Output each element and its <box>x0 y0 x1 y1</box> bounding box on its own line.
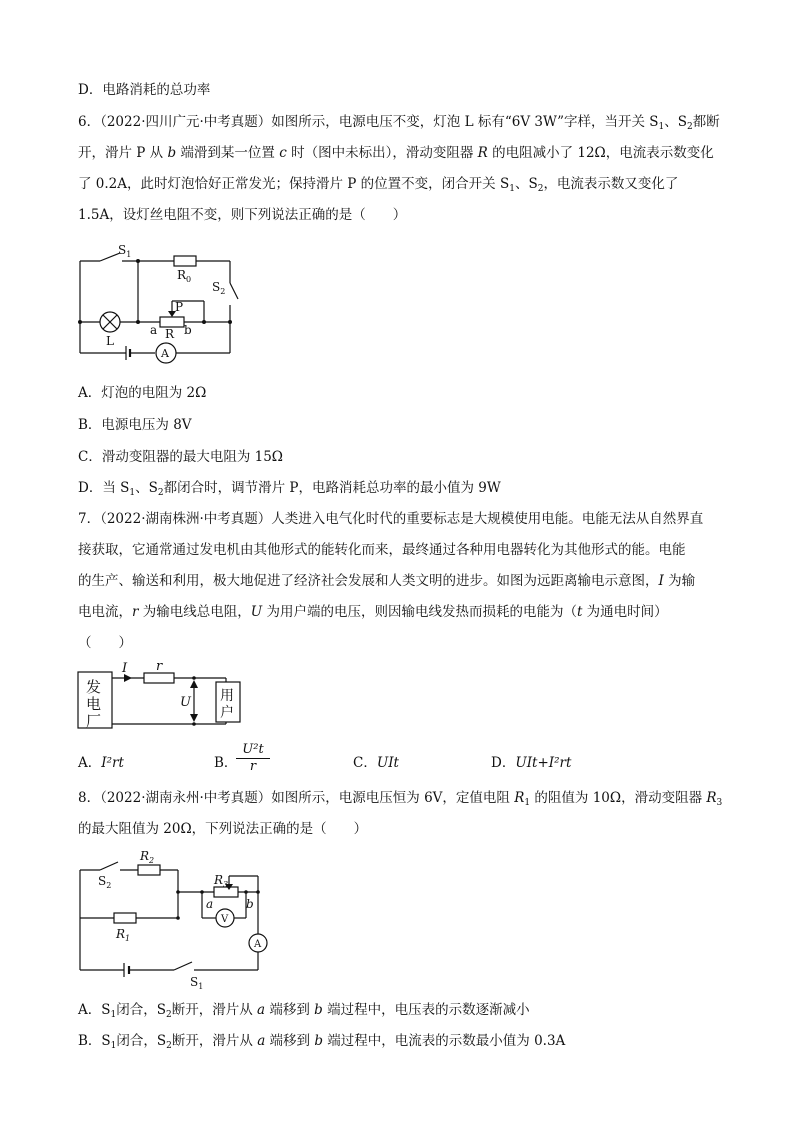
q7-stem-line-5: （ ） <box>78 635 132 651</box>
a-label: a <box>150 323 158 337</box>
q6-stem-line-4: 1.5A，设灯丝电阻不变，则下列说法正确的是（ ） <box>78 207 407 223</box>
q6-option-a: A．灯泡的电阻为 2Ω <box>78 385 207 401</box>
b-label: b <box>184 323 192 337</box>
q8-stem-line-2: 的最大阻值为 20Ω，下列说法正确的是（ ） <box>78 821 368 837</box>
q7-transmission-diagram <box>76 660 251 730</box>
s2-label: $S_2$ <box>98 874 112 890</box>
q6-option-c: C．滑动变阻器的最大电阻为 15Ω <box>78 449 283 465</box>
q6-circuit-diagram <box>70 235 245 365</box>
q8-option-a: A．$S_1$闭合，$S_2$断开，滑片从 a 端移到 b 端过程中，电压表的示数逐渐减小 <box>78 1002 530 1020</box>
r2-label: $R_2$ <box>140 849 155 865</box>
a-label: a <box>206 897 214 911</box>
q6-stem-line-3: 了 0.2A，此时灯泡恰好正常发光；保持滑片 P 的位置不变，闭合开关 $S_1$、$S_2$，电流表示数又变化了 <box>78 176 679 194</box>
user-char-1: 用 <box>220 688 234 704</box>
q5-option-d: D．电路消耗的总功率 <box>78 82 211 98</box>
r1-label: $R_1$ <box>116 927 131 943</box>
q7-option-d: D．UIt+I²rt <box>491 755 572 771</box>
s1-label: $S_1$ <box>190 975 204 991</box>
q7-option-a: A．I²rt <box>78 755 124 771</box>
ammeter-label: A <box>254 939 262 950</box>
p-label: P <box>175 300 184 314</box>
current-i-label: I <box>122 661 128 676</box>
voltmeter-label: V <box>221 914 229 925</box>
r3-label: $R_3$ <box>214 873 229 889</box>
q8-option-b: B．$S_1$闭合，$S_2$断开，滑片从 a 端移到 b 端过程中，电流表的示数最小值为 0.3A <box>78 1033 566 1051</box>
q7-stem-line-4: 电电流，r 为输电线总电阻，U 为用户端的电压，则因输电线发热而损耗的电能为（t 为通电时间） <box>78 604 668 620</box>
q7-stem-line-3: 的生产、输送和利用，极大地促进了经济社会发展和人类文明的进步。如图为远距离输电示意图，I 为输 <box>78 573 696 589</box>
q6-stem-line-1: 6．（2022·四川广元·中考真题）如图所示，电源电压不变，灯泡 L 标有“6V 3W”字样，当开关 $S_1$、$S_2$都断 <box>78 114 720 132</box>
q7-stem-line-2: 接获取，它通常通过发电机由其他形式的能转化而来，最终通过各种用电器转化为其他形式的能。电能 <box>78 542 686 558</box>
l-label: L <box>106 334 114 348</box>
r-label: R <box>165 327 175 341</box>
b-label: b <box>246 897 254 911</box>
user-char-2: 户 <box>220 705 234 721</box>
plant-char-2: 电 <box>86 695 102 713</box>
r0-label: $R_0$ <box>177 268 192 284</box>
voltage-u-label: U <box>180 695 191 710</box>
q6-stem-line-2: 开，滑片 P 从 b 端滑到某一位置 c 时（图中未标出），滑动变阻器 R 的电阻减小了 12Ω，电流表示数变化 <box>78 145 714 161</box>
q8-stem-line-1: 8．（2022·湖南永州·中考真题）如图所示，电源电压恒为 6V，定值电阻 $R_1$ 的阻值为 10Ω，滑动变阻器 $R_3$ <box>78 790 723 808</box>
q6-option-b: B．电源电压为 8V <box>78 417 192 433</box>
q7-stem-line-1: 7．（2022·湖南株洲·中考真题）人类进入电气化时代的重要标志是大规模使用电能。电能无法从自然界直 <box>78 511 704 527</box>
q7-option-c: C．UIt <box>353 755 399 771</box>
s2-label: $S_2$ <box>212 280 226 296</box>
s1-label: $S_1$ <box>118 243 132 259</box>
ammeter-label: A <box>161 347 169 360</box>
plant-char-3: 厂 <box>86 712 102 730</box>
plant-char-1: 发 <box>86 678 102 696</box>
q7-option-b-fraction: $\frac{\text{U²t}}{r}$ <box>236 742 270 775</box>
q8-circuit-diagram <box>74 846 274 991</box>
q6-option-d: D．当 $S_1$、$S_2$都闭合时，调节滑片 P，电路消耗总功率的最小值为 9W <box>78 480 501 498</box>
q7-option-b-label: B． <box>214 755 238 771</box>
resistance-r-label: r <box>156 659 163 674</box>
